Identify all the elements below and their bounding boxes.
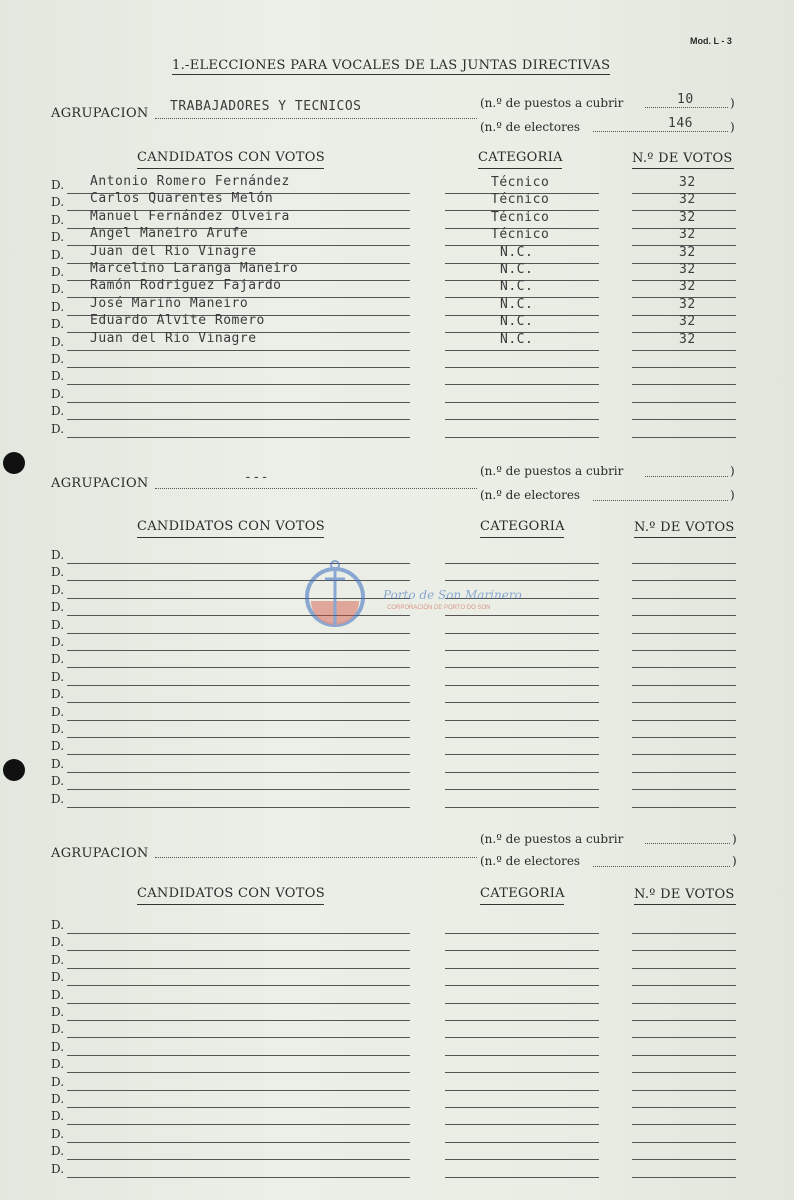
name-line xyxy=(67,1003,410,1004)
candidate-votos: 32 xyxy=(679,262,696,277)
name-line xyxy=(67,789,410,790)
name-line xyxy=(67,1037,410,1038)
candidatos-header: CANDIDATOS CON VOTOS xyxy=(137,519,325,534)
categoria-line xyxy=(445,1055,599,1056)
candidate-categoria: N.C. xyxy=(500,331,534,347)
categoria-line xyxy=(445,772,599,773)
candidate-categoria: Técnico xyxy=(491,175,550,190)
votos-line xyxy=(632,1072,736,1073)
puestos-line xyxy=(645,107,728,108)
votos-line xyxy=(632,580,736,581)
categoria-line xyxy=(445,367,599,368)
candidate-votos: 32 xyxy=(679,227,696,243)
categoria-line xyxy=(445,667,599,668)
name-line xyxy=(67,1142,410,1143)
candidate-categoria: N.C. xyxy=(500,279,534,295)
row-prefix: D. xyxy=(51,230,65,245)
name-line xyxy=(67,1020,410,1021)
electores-label: (n.º de electores xyxy=(480,488,581,502)
row-prefix: D. xyxy=(51,687,65,702)
name-line xyxy=(67,950,410,951)
votos-line xyxy=(632,1142,736,1143)
categoria-line xyxy=(445,1020,599,1021)
punch-hole xyxy=(3,759,25,781)
candidate-votos: 32 xyxy=(679,175,696,190)
name-line xyxy=(67,1072,410,1073)
categoria-line xyxy=(445,437,599,438)
candidate-name: Carlos Quarentes Melón xyxy=(90,191,274,207)
electores-label: (n.º de electores xyxy=(480,854,581,868)
row-prefix: D. xyxy=(51,952,65,967)
row-prefix: D. xyxy=(51,1005,65,1019)
agrupacion-label: AGRUPACION xyxy=(51,106,149,121)
candidatos-underline xyxy=(137,537,324,538)
agrupacion-label: AGRUPACION xyxy=(51,476,149,491)
row-prefix: D. xyxy=(51,178,65,192)
electores-close: ) xyxy=(730,120,735,134)
votos-line xyxy=(632,650,736,651)
puestos-line xyxy=(645,843,730,844)
row-prefix: D. xyxy=(51,1039,65,1054)
candidate-categoria: N.C. xyxy=(500,244,534,260)
puestos-close: ) xyxy=(732,832,737,846)
name-line xyxy=(67,1107,410,1108)
candidate-votos: 32 xyxy=(679,331,696,347)
candidate-categoria: Técnico xyxy=(491,192,550,208)
categoria-line xyxy=(445,1072,599,1073)
votos-line xyxy=(632,968,736,969)
categoria-line xyxy=(445,1107,599,1108)
row-prefix: D. xyxy=(51,652,65,667)
row-prefix: D. xyxy=(51,334,65,349)
row-prefix: D. xyxy=(51,282,65,297)
row-prefix: D. xyxy=(51,1074,65,1089)
votos-line xyxy=(632,633,736,634)
row-prefix: D. xyxy=(51,421,65,436)
candidate-categoria: N.C. xyxy=(500,262,534,277)
puestos-label: (n.º de puestos a cubrir xyxy=(480,464,624,478)
categoria-line xyxy=(445,685,599,686)
row-prefix: D. xyxy=(51,987,65,1002)
votos-line xyxy=(632,1177,736,1178)
row-prefix: D. xyxy=(51,386,65,401)
categoria-line xyxy=(445,1142,599,1143)
candidate-votos: 32 xyxy=(679,192,696,208)
categoria-underline xyxy=(480,537,564,538)
row-prefix: D. xyxy=(51,565,65,580)
candidatos-header: CANDIDATOS CON VOTOS xyxy=(137,150,325,165)
puestos-label: (n.º de puestos a cubrir xyxy=(480,96,624,110)
puestos-close: ) xyxy=(730,96,735,110)
categoria-line xyxy=(445,419,599,420)
name-line xyxy=(67,1090,410,1091)
candidate-categoria: Técnico xyxy=(491,227,550,243)
name-line xyxy=(67,650,410,651)
categoria-line xyxy=(445,384,599,385)
agrupacion-line xyxy=(155,488,477,489)
candidate-name: Manuel Fernández Olveira xyxy=(90,208,290,224)
row-prefix: D. xyxy=(51,918,65,932)
candidate-name: Juan del Rio Vinagre xyxy=(90,243,257,259)
categoria-underline xyxy=(480,904,564,905)
categoria-line xyxy=(445,650,599,651)
categoria-line xyxy=(445,754,599,755)
name-line xyxy=(67,720,410,721)
row-prefix: D. xyxy=(51,299,65,314)
categoria-line xyxy=(445,1003,599,1004)
categoria-line xyxy=(445,789,599,790)
candidate-name: Eduardo Alvite Romero xyxy=(90,313,265,329)
name-line xyxy=(67,367,410,368)
categoria-line xyxy=(445,1159,599,1160)
name-line xyxy=(67,933,410,934)
row-prefix: D. xyxy=(51,1022,65,1037)
electores-value: 146 xyxy=(668,116,693,131)
row-prefix: D. xyxy=(51,352,65,366)
name-line xyxy=(67,737,410,738)
votos-line xyxy=(632,667,736,668)
archive-watermark xyxy=(305,555,522,640)
candidate-votos: 32 xyxy=(679,209,696,225)
candidate-categoria: N.C. xyxy=(500,296,534,312)
categoria-header: CATEGORIA xyxy=(480,886,565,901)
candidate-name: Antonio Romero Fernández xyxy=(90,174,290,189)
agrupacion-line xyxy=(155,118,477,119)
categoria-line xyxy=(445,968,599,969)
votos-line xyxy=(632,402,736,403)
row-prefix: D. xyxy=(51,600,65,615)
row-prefix: D. xyxy=(51,617,65,632)
row-prefix: D. xyxy=(51,247,65,262)
candidate-votos: 32 xyxy=(679,296,696,312)
votos-line xyxy=(632,1090,736,1091)
puestos-value: 10 xyxy=(677,92,694,107)
row-prefix: D. xyxy=(51,791,65,806)
name-line xyxy=(67,754,410,755)
categoria-line xyxy=(445,807,599,808)
row-prefix: D. xyxy=(51,317,65,332)
row-prefix: D. xyxy=(51,582,65,597)
candidatos-underline xyxy=(137,904,324,905)
name-line xyxy=(67,968,410,969)
votos-header: N.º DE VOTOS xyxy=(634,887,735,902)
candidate-name: Ramón Rodriguez Fajardo xyxy=(90,278,282,294)
puestos-line xyxy=(645,476,728,477)
row-prefix: D. xyxy=(51,739,65,754)
name-line xyxy=(67,384,410,385)
name-line xyxy=(67,772,410,773)
name-line xyxy=(67,437,410,438)
categoria-line xyxy=(445,350,599,351)
row-prefix: D. xyxy=(51,722,65,736)
row-prefix: D. xyxy=(51,404,65,419)
row-prefix: D. xyxy=(51,195,65,210)
votos-line xyxy=(632,1020,736,1021)
votos-line xyxy=(632,807,736,808)
categoria-underline xyxy=(478,168,562,169)
votos-line xyxy=(632,419,736,420)
votos-line xyxy=(632,1037,736,1038)
votos-line xyxy=(632,367,736,368)
votos-line xyxy=(632,1055,736,1056)
categoria-line xyxy=(445,985,599,986)
votos-line xyxy=(632,985,736,986)
candidate-name: Angel Maneiro Arufe xyxy=(90,226,249,242)
categoria-line xyxy=(445,402,599,403)
name-line xyxy=(67,807,410,808)
page-title: 1.-ELECCIONES PARA VOCALES DE LAS JUNTAS DIRECTIVAS xyxy=(172,58,611,73)
punch-hole xyxy=(3,452,25,474)
electores-line xyxy=(593,866,730,867)
categoria-line xyxy=(445,950,599,951)
votos-line xyxy=(632,1003,736,1004)
categoria-line xyxy=(445,1124,599,1125)
name-line xyxy=(67,402,410,403)
row-prefix: D. xyxy=(51,635,65,649)
votos-underline xyxy=(632,168,734,169)
categoria-line xyxy=(445,737,599,738)
electores-label: (n.º de electores xyxy=(480,120,581,134)
row-prefix: D. xyxy=(51,1092,65,1106)
votos-header: N.º DE VOTOS xyxy=(634,520,735,535)
row-prefix: D. xyxy=(51,1126,65,1141)
votos-line xyxy=(632,384,736,385)
categoria-header: CATEGORIA xyxy=(480,519,565,534)
row-prefix: D. xyxy=(51,704,65,719)
candidatos-header: CANDIDATOS CON VOTOS xyxy=(137,886,325,901)
watermark-text: Porto de Son Marinero xyxy=(383,588,522,602)
categoria-header: CATEGORIA xyxy=(478,150,563,165)
categoria-line xyxy=(445,720,599,721)
candidate-name: José Mariño Maneiro xyxy=(90,295,249,311)
votos-line xyxy=(632,1124,736,1125)
votos-line xyxy=(632,933,736,934)
categoria-line xyxy=(445,1090,599,1091)
row-prefix: D. xyxy=(51,774,65,789)
votos-line xyxy=(632,1107,736,1108)
row-prefix: D. xyxy=(51,756,65,771)
votos-line xyxy=(632,772,736,773)
electores-close: ) xyxy=(732,854,737,868)
votos-line xyxy=(632,737,736,738)
name-line xyxy=(67,1177,410,1178)
candidate-categoria: Técnico xyxy=(491,209,550,225)
row-prefix: D. xyxy=(51,548,65,562)
votos-line xyxy=(632,685,736,686)
candidate-name: Juan del Rio Vinagre xyxy=(90,330,257,346)
votos-line xyxy=(632,563,736,564)
row-prefix: D. xyxy=(51,1144,65,1159)
votos-underline xyxy=(634,904,736,905)
candidate-name: Marcelino Laranga Maneiro xyxy=(90,261,299,276)
name-line xyxy=(67,667,410,668)
votos-line xyxy=(632,437,736,438)
categoria-line xyxy=(445,1177,599,1178)
row-prefix: D. xyxy=(51,1057,65,1072)
puestos-close: ) xyxy=(730,464,735,478)
row-prefix: D. xyxy=(51,369,65,384)
candidate-votos: 32 xyxy=(679,314,696,330)
name-line xyxy=(67,985,410,986)
candidate-votos: 32 xyxy=(679,279,696,295)
agrupacion-value: --- xyxy=(244,470,269,485)
electores-line xyxy=(593,131,728,132)
row-prefix: D. xyxy=(51,669,65,684)
name-line xyxy=(67,702,410,703)
agrupacion-label: AGRUPACION xyxy=(51,846,149,861)
name-line xyxy=(67,1124,410,1125)
row-prefix: D. xyxy=(51,212,65,227)
categoria-line xyxy=(445,1037,599,1038)
votos-line xyxy=(632,720,736,721)
votos-line xyxy=(632,702,736,703)
row-prefix: D. xyxy=(51,970,65,985)
puestos-label: (n.º de puestos a cubrir xyxy=(480,832,624,846)
votos-line xyxy=(632,1159,736,1160)
votos-line xyxy=(632,350,736,351)
votos-line xyxy=(632,615,736,616)
votos-line xyxy=(632,598,736,599)
row-prefix: D. xyxy=(51,935,65,950)
votos-underline xyxy=(634,537,736,538)
categoria-line xyxy=(445,702,599,703)
votos-line xyxy=(632,950,736,951)
categoria-line xyxy=(445,933,599,934)
candidatos-underline xyxy=(137,168,324,169)
watermark-subtitle: CORPORACIÓN DE PORTO DO SON xyxy=(387,605,491,611)
votos-header: N.º DE VOTOS xyxy=(632,151,733,166)
candidate-votos: 32 xyxy=(679,244,696,260)
form-code: Mod. L - 3 xyxy=(690,36,732,46)
agrupacion-value: TRABAJADORES Y TECNICOS xyxy=(170,99,362,114)
name-line xyxy=(67,419,410,420)
electores-close: ) xyxy=(730,488,735,502)
agrupacion-line xyxy=(155,857,477,858)
name-line xyxy=(67,1055,410,1056)
electores-line xyxy=(593,500,728,501)
name-line xyxy=(67,350,410,351)
row-prefix: D. xyxy=(51,265,65,279)
votos-line xyxy=(632,789,736,790)
votos-line xyxy=(632,754,736,755)
name-line xyxy=(67,685,410,686)
name-line xyxy=(67,1159,410,1160)
row-prefix: D. xyxy=(51,1109,65,1124)
row-prefix: D. xyxy=(51,1161,65,1176)
candidate-categoria: N.C. xyxy=(500,314,534,330)
